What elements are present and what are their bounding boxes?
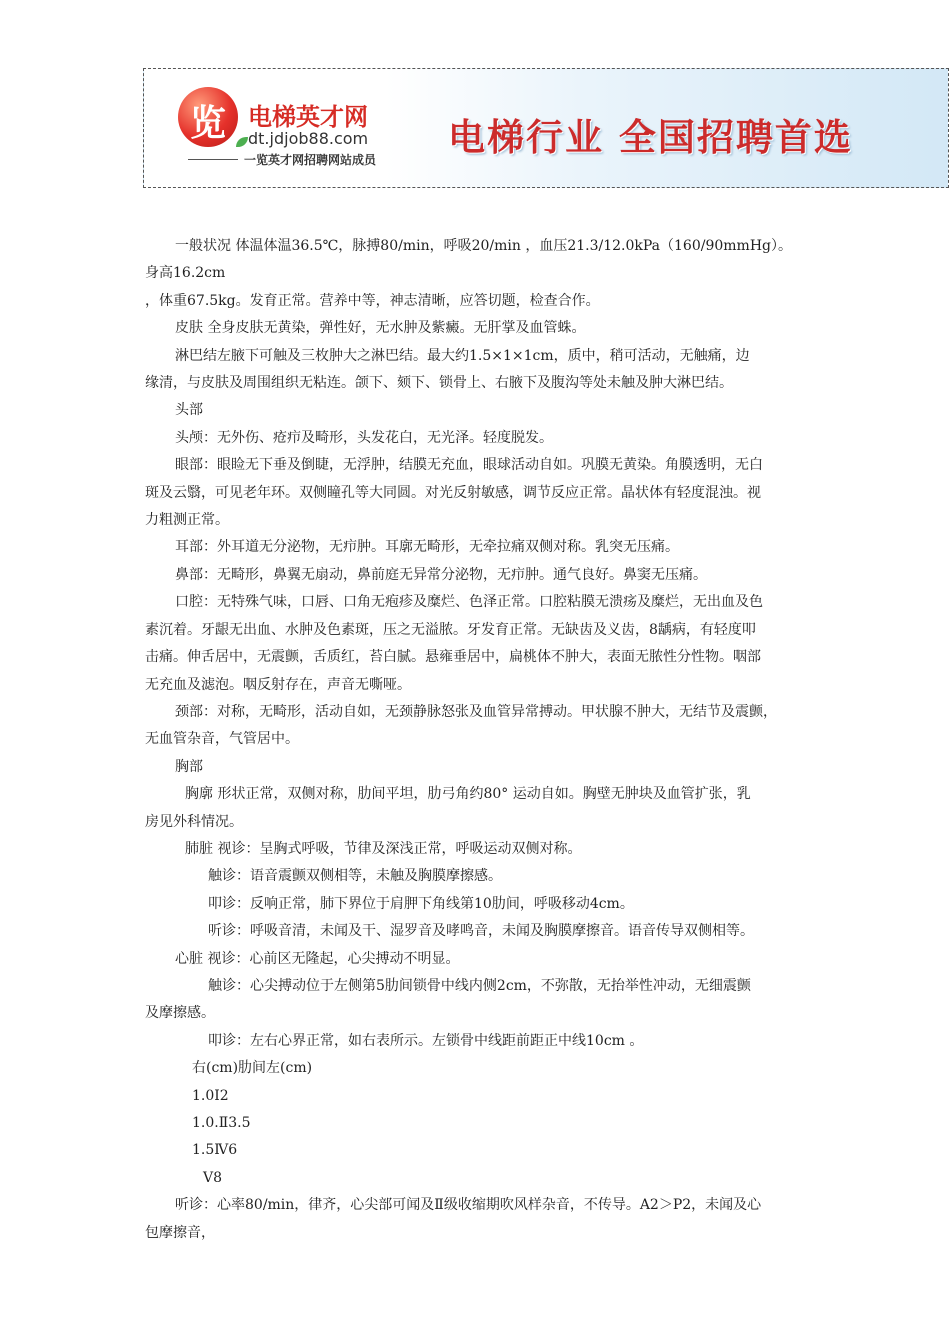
- text-line: 包摩擦音，: [145, 1224, 215, 1241]
- text-line: 斑及云翳，可见老年环。双侧瞳孔等大同圆。对光反射敏感，调节反应正常。晶状体有轻度混浊。视: [145, 484, 761, 501]
- text-line: 及摩擦感。: [145, 1005, 215, 1022]
- text-line: 缘清，与皮肤及周围组织无粘连。颌下、颏下、锁骨上、右腋下及腹沟等处未触及肿大淋巴结。: [145, 375, 733, 392]
- table-row: 1.0.Ⅱ3.5: [192, 1115, 251, 1131]
- text-line: 胸廓 形状正常，双侧对称，肋间平坦，肋弓角约80° 运动自如。胸壁无肿块及血管扩张，乳: [185, 786, 751, 803]
- text-line: 无血管杂音，气管居中。: [145, 731, 299, 748]
- text-line: 头颅：无外伤、疮疖及畸形，头发花白，无光泽。轻度脱发。: [175, 429, 553, 446]
- text-line: 听诊：心率80/min，律齐，心尖部可闻及Ⅱ级收缩期吹风样杂音，不传导。A2＞P2，未闻及心: [175, 1197, 762, 1214]
- text-line: 一般状况 体温体温36.5℃，脉搏80/min，呼吸20/min ，血压21.3/12.0kPa（160/90mmHg）。: [175, 238, 792, 254]
- banner-slogan: 电梯行业 全国招聘首选: [448, 116, 853, 159]
- text-line: 耳部：外耳道无分泌物，无疖肿。耳廓无畸形，无牵拉痛双侧对称。乳突无压痛。: [175, 539, 679, 556]
- text-line: 皮肤 全身皮肤无黄染，弹性好，无水肿及紫癜。无肝掌及血管蛛。: [175, 320, 586, 337]
- text-line: 房见外科情况。: [145, 813, 243, 830]
- logo-icon: [178, 87, 238, 147]
- table-row: 1.0Ⅰ2: [192, 1087, 229, 1104]
- table-header: 右(cm)肋间左(cm): [192, 1060, 313, 1077]
- text-line: 身高16.2cm: [145, 265, 226, 282]
- text-line: 口腔：无特殊气味，口唇、口角无疱疹及糜烂、色泽正常。口腔粘膜无溃疡及糜烂，无出血及色: [175, 594, 763, 611]
- document-body: [145, 233, 815, 1247]
- text-line: 力粗测正常。: [145, 512, 229, 529]
- text-line: 听诊：呼吸音清，未闻及干、湿罗音及哮鸣音，未闻及胸膜摩擦音。语音传导双侧相等。: [208, 923, 754, 940]
- logo-divider: [188, 159, 238, 160]
- text-line: 素沉着。牙龈无出血、水肿及色素斑，压之无溢脓。牙发育正常。无缺齿及义齿，8龋病，有轻度叩: [145, 621, 756, 638]
- table-row: 1.5Ⅳ6: [192, 1142, 238, 1159]
- logo-glyph: 览: [189, 103, 226, 144]
- text-line: 触诊：语音震颤双侧相等，未触及胸膜摩擦感。: [208, 868, 502, 885]
- text-line: 肺脏 视诊：呈胸式呼吸，节律及深浅正常，呼吸运动双侧对称。: [185, 840, 582, 857]
- text-line: 叩诊：左右心界正常，如右表所示。左锁骨中线距前距正中线10cm 。: [208, 1032, 644, 1049]
- text-line: 击痛。伸舌居中，无震颤，舌质红，苔白腻。悬雍垂居中，扁桃体不肿大，表面无脓性分性物。咽部: [145, 649, 761, 666]
- logo-title: 电梯英才网: [248, 103, 368, 131]
- text-line: 淋巴结左腋下可触及三枚肿大之淋巴结。最大约1.5×1×1cm，质中，稍可活动，无触痛，边: [175, 347, 750, 364]
- text-line: 鼻部：无畸形，鼻翼无扇动，鼻前庭无异常分泌物，无疖肿。通气良好。鼻窦无压痛。: [175, 566, 707, 583]
- text-line: 无充血及滤泡。咽反射存在，声音无嘶哑。: [145, 676, 411, 693]
- logo-url: dt.jdjob88.com: [248, 129, 369, 148]
- text-line: 心脏 视诊：心前区无隆起，心尖搏动不明显。: [175, 950, 460, 967]
- section-heading: 胸部: [175, 758, 203, 775]
- text-line: 眼部：眼睑无下垂及倒睫，无浮肿，结膜无充血，眼球活动自如。巩膜无黄染。角膜透明，无白: [175, 457, 763, 474]
- table-row: Ⅴ8: [203, 1169, 223, 1186]
- text-line: 颈部：对称，无畸形，活动自如，无颈静脉怒张及血管异常搏动。甲状腺不肿大，无结节及震颤，: [175, 703, 777, 720]
- logo-subtitle: 一览英才网招聘网站成员: [244, 153, 377, 167]
- text-line: 触诊：心尖搏动位于左侧第5肋间锁骨中线内侧2cm，不弥散，无抬举性冲动，无细震颤: [208, 977, 751, 994]
- header-banner: [143, 68, 949, 188]
- text-line: ，体重67.5kg。发育正常。营养中等，神志清晰，应答切题，检查合作。: [145, 292, 600, 309]
- section-heading: 头部: [175, 402, 203, 419]
- text-line: 叩诊：反响正常，肺下界位于肩胛下角线第10肋间，呼吸移动4cm。: [208, 895, 634, 912]
